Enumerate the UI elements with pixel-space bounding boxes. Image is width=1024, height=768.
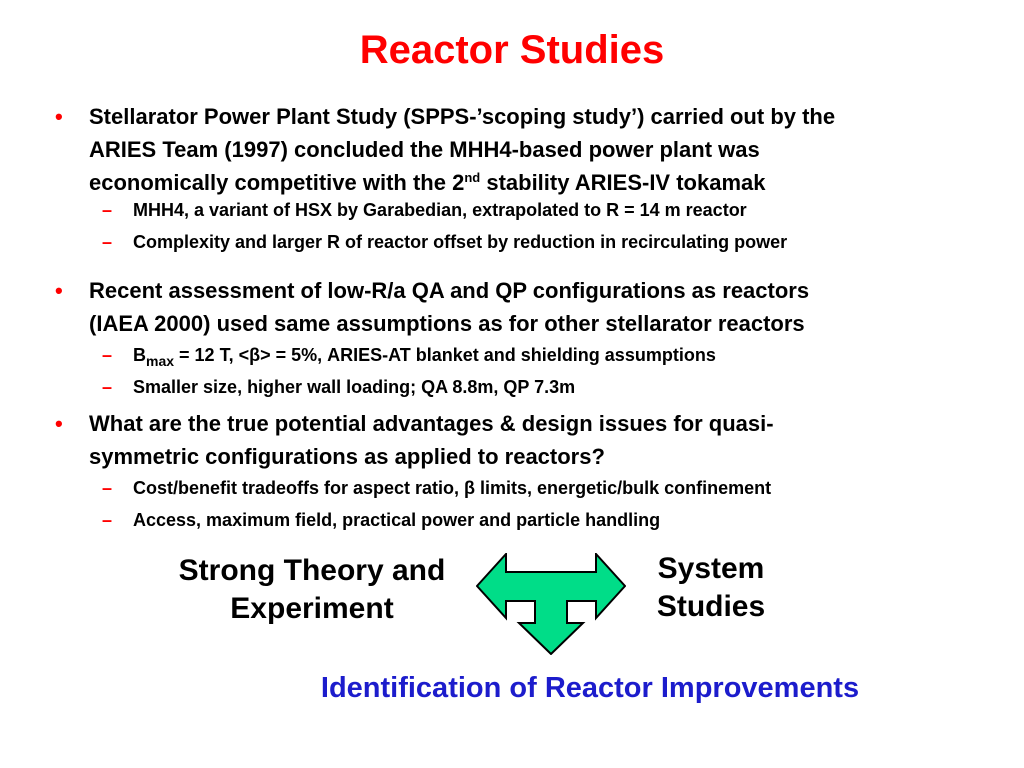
bullet-text-line: What are the true potential advantages & design issues for quasi- (89, 411, 774, 436)
sub-marker: – (102, 200, 113, 220)
bullet-marker: • (55, 104, 63, 129)
sub-bullet-smaller-size (102, 374, 982, 400)
system-studies-label (626, 550, 796, 626)
bullet-marker: • (55, 278, 63, 303)
sub-bullet-text: Access, maximum field, practical power and particle handling (133, 510, 661, 530)
bullet-marker: • (55, 411, 63, 436)
bullet-text-line: (IAEA 2000) used same assumptions as for other stellarator reactors (89, 311, 805, 336)
sub-marker: – (102, 478, 113, 498)
sub-marker: – (102, 232, 113, 252)
sub-bullet-bmax (102, 342, 982, 368)
theory-experiment-label (152, 552, 472, 628)
sub-marker: – (102, 377, 113, 397)
three-way-arrow-icon (476, 553, 626, 655)
bullet-text-line: Stellarator Power Plant Study (SPPS-’scoping study’) carried out by the (89, 104, 836, 129)
sub-bullet-cost-benefit (102, 475, 982, 501)
label-line: System (657, 552, 765, 585)
bullet-text-line (89, 166, 975, 199)
sub-marker: – (102, 345, 113, 365)
label-line: Strong Theory and (178, 554, 446, 587)
bullet-text-fragment: economically competitive with the 2 (89, 170, 465, 195)
bullet-text-line: Recent assessment of low-R/a QA and QP configurations as reactors (89, 278, 810, 303)
sub-bullet-text (133, 342, 716, 368)
sub-bullet-text: Complexity and larger R of reactor offset by reduction in recirculating power (133, 232, 788, 252)
bullet-text-fragment: stability ARIES-IV tokamak (480, 170, 766, 195)
sub-marker: – (102, 510, 113, 530)
sub-bullet-complexity (102, 229, 982, 255)
subscript-max: max (146, 353, 175, 369)
label-line: Experiment (230, 592, 394, 625)
bullet-recent-assessment (55, 274, 975, 340)
sub-bullet-text: Smaller size, higher wall loading; QA 8.8m, QP 7.3m (133, 377, 576, 397)
conclusion-text: Identification of Reactor Improvements (320, 672, 860, 704)
arrow-shape (477, 554, 625, 654)
bullet-spps (55, 100, 975, 199)
sub-bullet-text: Cost/benefit tradeoffs for aspect ratio, β limits, energetic/bulk confinement (133, 478, 772, 498)
bullet-text-line: symmetric configurations as applied to reactors? (89, 444, 605, 469)
sub-bullet-mhh4 (102, 197, 982, 223)
bullet-text-line: ARIES Team (1997) concluded the MHH4-based power plant was (89, 137, 760, 162)
ordinal-superscript: nd (464, 170, 481, 185)
sub-bullet-access (102, 507, 982, 533)
sub-text-fragment: B (133, 345, 146, 365)
sub-text-fragment: = 12 T, <β> = 5%, ARIES-AT blanket and shielding assumptions (174, 345, 716, 365)
sub-bullet-text: MHH4, a variant of HSX by Garabedian, extrapolated to R = 14 m reactor (133, 200, 747, 220)
label-line: Studies (656, 590, 766, 623)
slide-title: Reactor Studies (359, 28, 665, 72)
bullet-question (55, 407, 975, 473)
